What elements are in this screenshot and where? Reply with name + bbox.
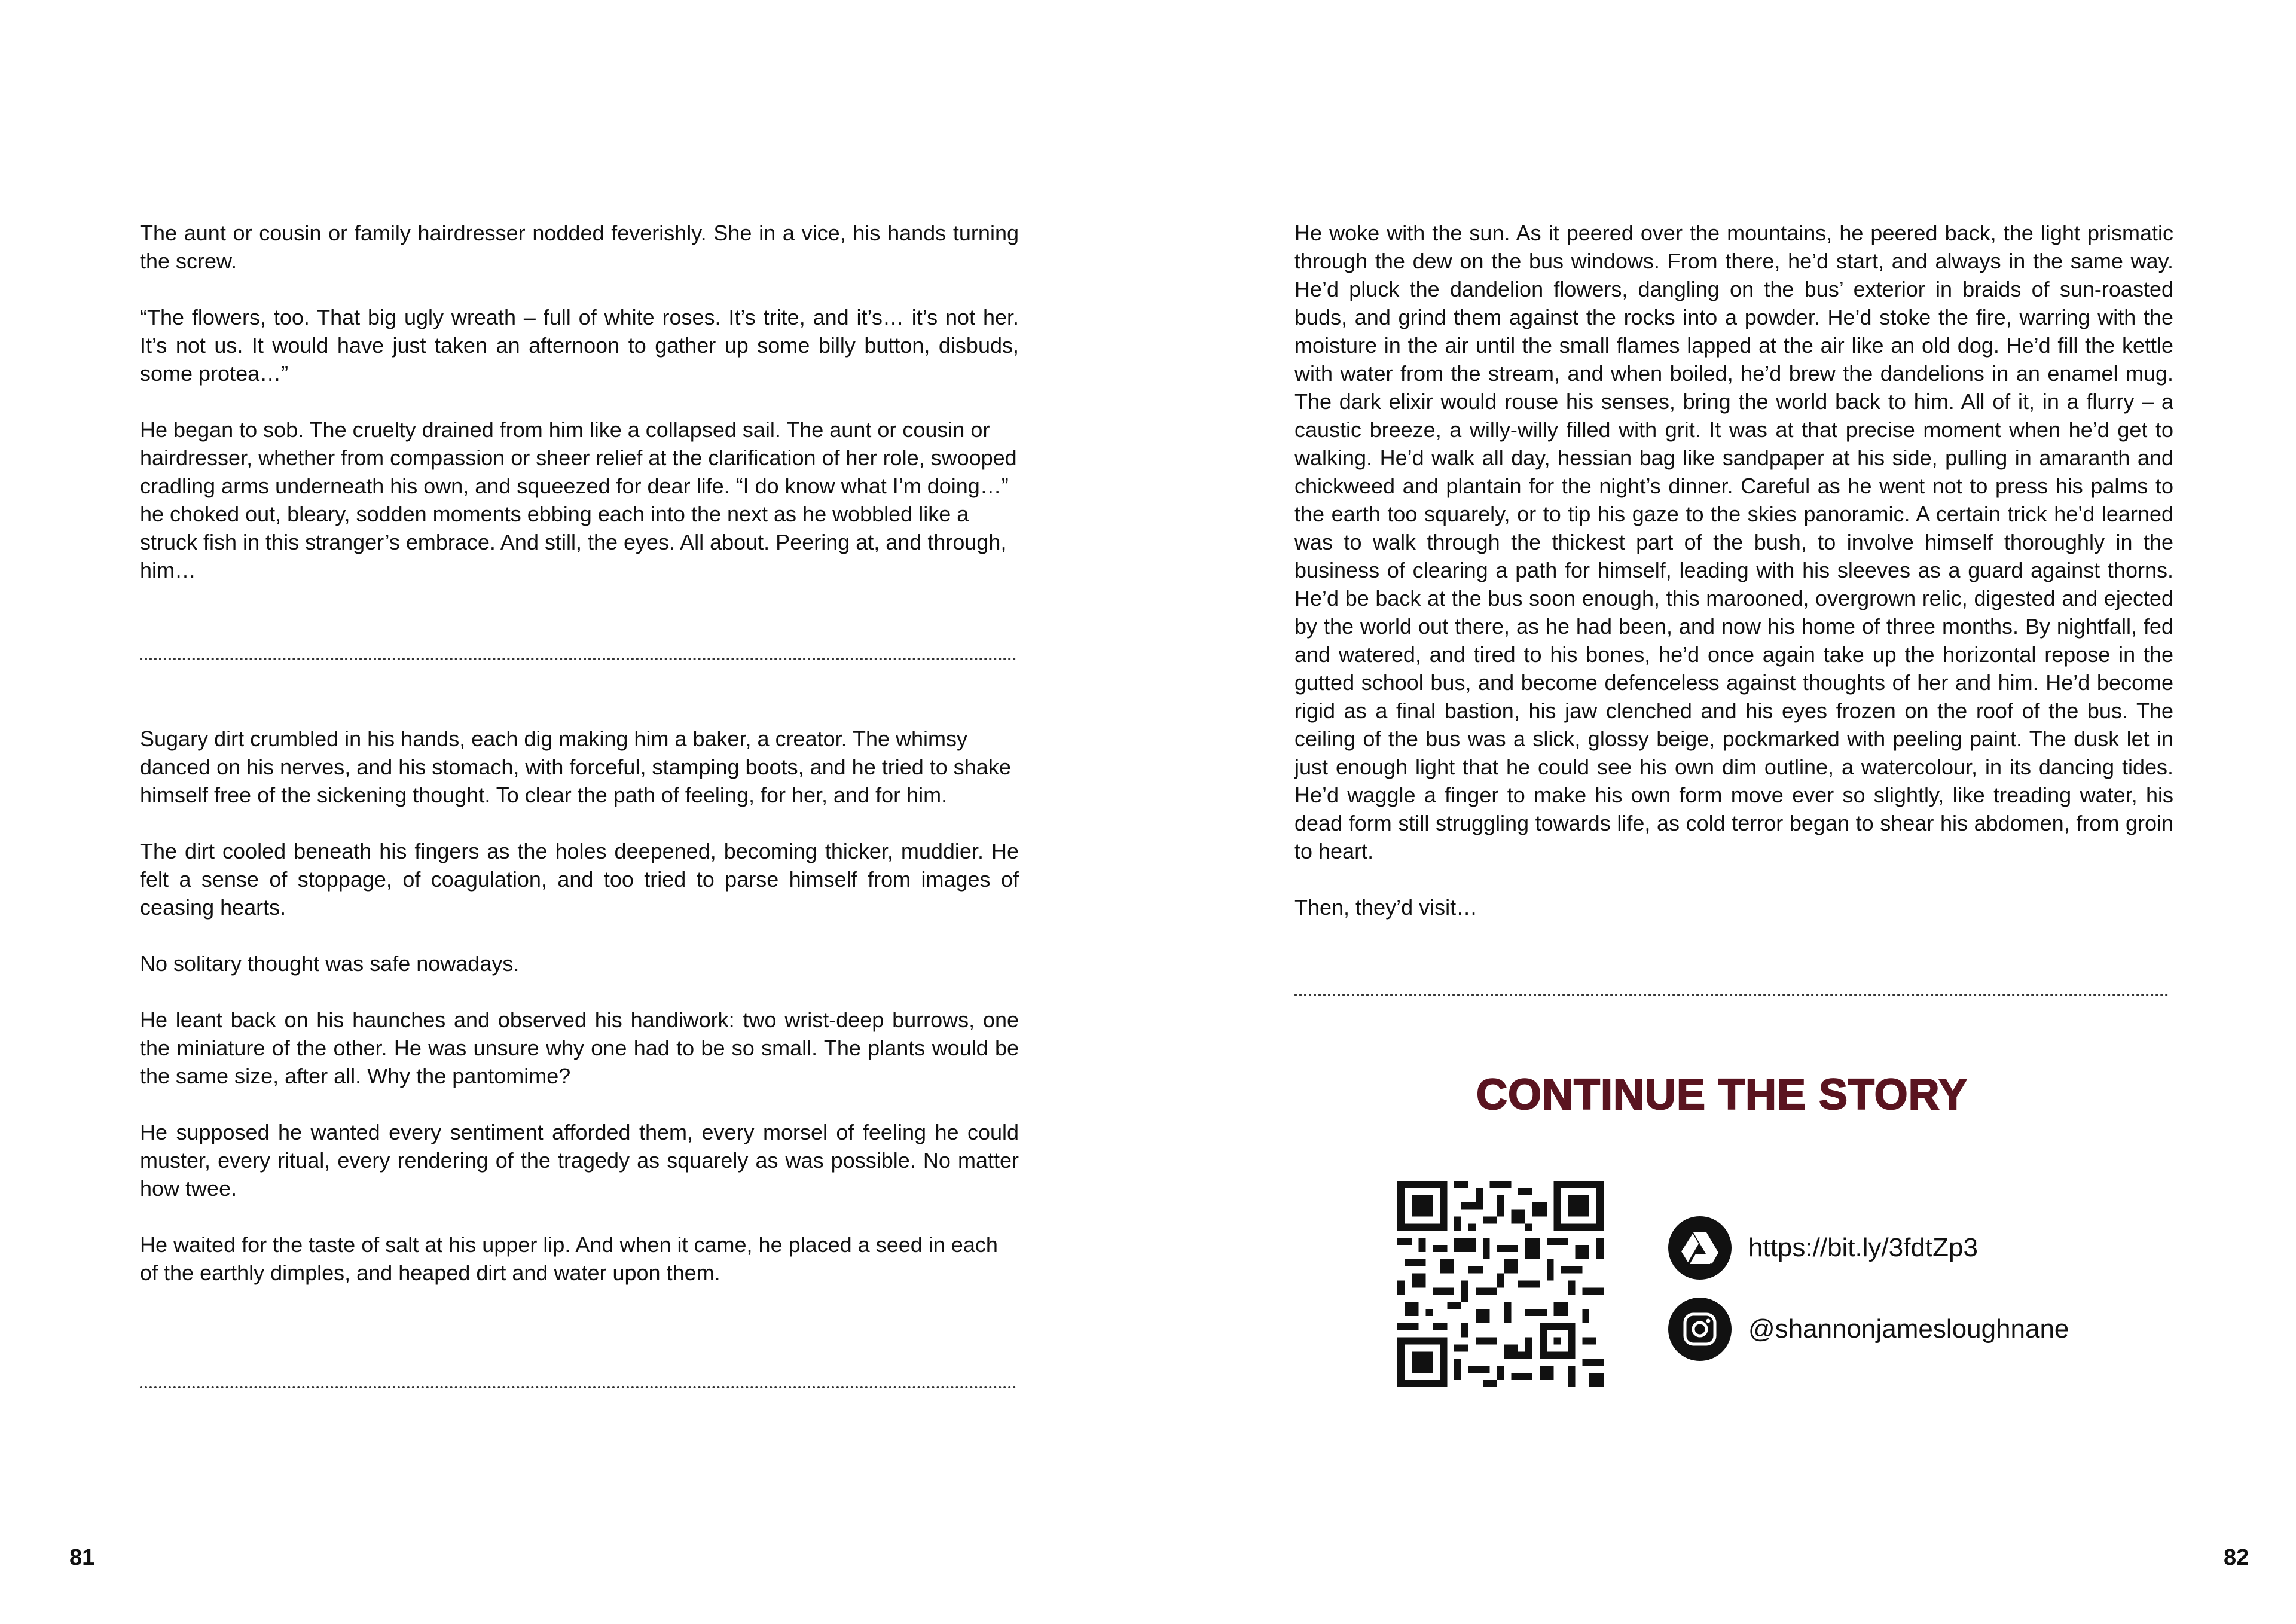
paragraph: “The flowers, too. That big ugly wreath – full of white roses. It’s trite, and it’s… it’s not her. It’s not us. It would have just taken an afternoon to gather up some billy button, disbuds, some protea…” [140, 305, 1019, 386]
page-number: 82 [2224, 1545, 2249, 1570]
text-block-top [140, 219, 1019, 612]
paragraph: He waited for the taste of salt at his upper lip. And when it came, he placed a seed in each of the earthly dimples, and heaped dirt and water upon them. [140, 1232, 998, 1285]
right-page [1148, 0, 2296, 1624]
qr-code[interactable] [1397, 1181, 1604, 1387]
instagram-link-row[interactable] [1668, 1298, 2069, 1361]
text-block-bottom [140, 725, 1019, 1315]
paragraph: He supposed he wanted every sentiment afforded them, every morsel of feeling he could muster, every ritual, every rendering of the tragedy as squarely as was possible. No matter how twee. [140, 1120, 1019, 1201]
paragraph: The dirt cooled beneath his fingers as the holes deepened, becoming thicker, muddier. He felt a sense of stoppage, of coagulation, and too tried to parse himself from images of ceasing hearts. [140, 839, 1019, 920]
google-drive-icon [1668, 1216, 1732, 1280]
instagram-handle[interactable]: @shannonjamesloughnane [1748, 1314, 2069, 1344]
text-block [1294, 219, 2173, 950]
instagram-icon [1668, 1298, 1732, 1361]
paragraph: Then, they’d visit… [1294, 895, 1478, 920]
cta-title: CONTINUE THE STORY [1476, 1071, 1968, 1119]
section-divider [1294, 994, 2169, 996]
drive-link-row[interactable] [1668, 1216, 1978, 1280]
paragraph: He leant back on his haunches and observed his handiwork: two wrist-deep burrows, one the miniature of the other. He was unsure why one had to be so small. The plants would be the same size, after all. Why the pantomime? [140, 1008, 1019, 1088]
paragraph: Sugary dirt crumbled in his hands, each dig making him a baker, a creator. The whimsy danced on his nerves, and his stomach, with forceful, stamping boots, and he tried to shake himself free of the sickening thought. To clear the path of feeling, for her, and for him. [140, 726, 1011, 807]
section-divider [140, 658, 1016, 660]
paragraph: He began to sob. The cruelty drained from him like a collapsed sail. The aunt or cousin or hairdresser, whether from compassion or sheer relief at the clarification of her role, swooped cradling arms underneath his own, and squeezed for dear life. “I do know what I’m doing…” he choked out, bleary, sodden moments ebbing each into the next as he wobbled like a struck fish in this stranger’s embrace. And still, the eyes. All about. Peering at, and through, him… [140, 417, 1017, 582]
page-number: 81 [69, 1545, 95, 1570]
drive-link[interactable]: https://bit.ly/3fdtZp3 [1748, 1233, 1978, 1262]
paragraph: No solitary thought was safe nowadays. [140, 951, 520, 976]
paragraph: He woke with the sun. As it peered over the mountains, he peered back, the light prismatic through the dew on the bus windows. From there, he’d start, and always in the same way. He’d pluck the dandelion flowers, dangling on the bus’ exterior in braids of sun-roasted buds, and grind them against the rocks into a powder. He’d stoke the fire, warring with the moisture in the air until the small flames lapped at the air like an old dog. He’d fill the kettle with water from the stream, and when boiled, he’d brew the dandelions in an enamel mug. The dark elixir would rouse his senses, bring the world back to him. All of it, in a flurry – a caustic breeze, a willy-willy filled with grit. It was at that precise moment when he’d get to walking. He’d walk all day, hessian bag like sandpaper at his side, pulling in amaranth and chickweed and plantain for the night’s dinner. Careful as he went not to press his palms to the earth too squarely, or to tip his gaze to the skies panoramic. A certain trick he’d learned was to walk through the thickest part of the bush, to involve himself thoroughly in the business of clearing a path for himself, leading with his sleeves as a guard against thorns. He’d be back at the bus soon enough, this marooned, overgrown relic, digested and ejected by the world out there, as he had been, and now his home of three months. By nightfall, fed and watered, and tired to his bones, he’d once again take up the horizontal repose in the gutted school bus, and become defenceless against thoughts of her and him. He’d become rigid as a final bastion, his jaw clenched and his eyes frozen on the roof of the bus. The ceiling of the bus was a slick, glossy beige, pockmarked with peeling paint. The dusk let in just enough light that he could see his own dim outline, a watercolour, in its dancing tides. He’d waggle a finger to make his own form move ever so slightly, like treading water, his dead form still struggling towards life, as cold terror began to shear his abdomen, from groin to heart. [1294, 221, 2173, 863]
paragraph: The aunt or cousin or family hairdresser nodded feverishly. She in a vice, his hands turning the screw. [140, 221, 1019, 273]
section-divider [140, 1386, 1016, 1388]
